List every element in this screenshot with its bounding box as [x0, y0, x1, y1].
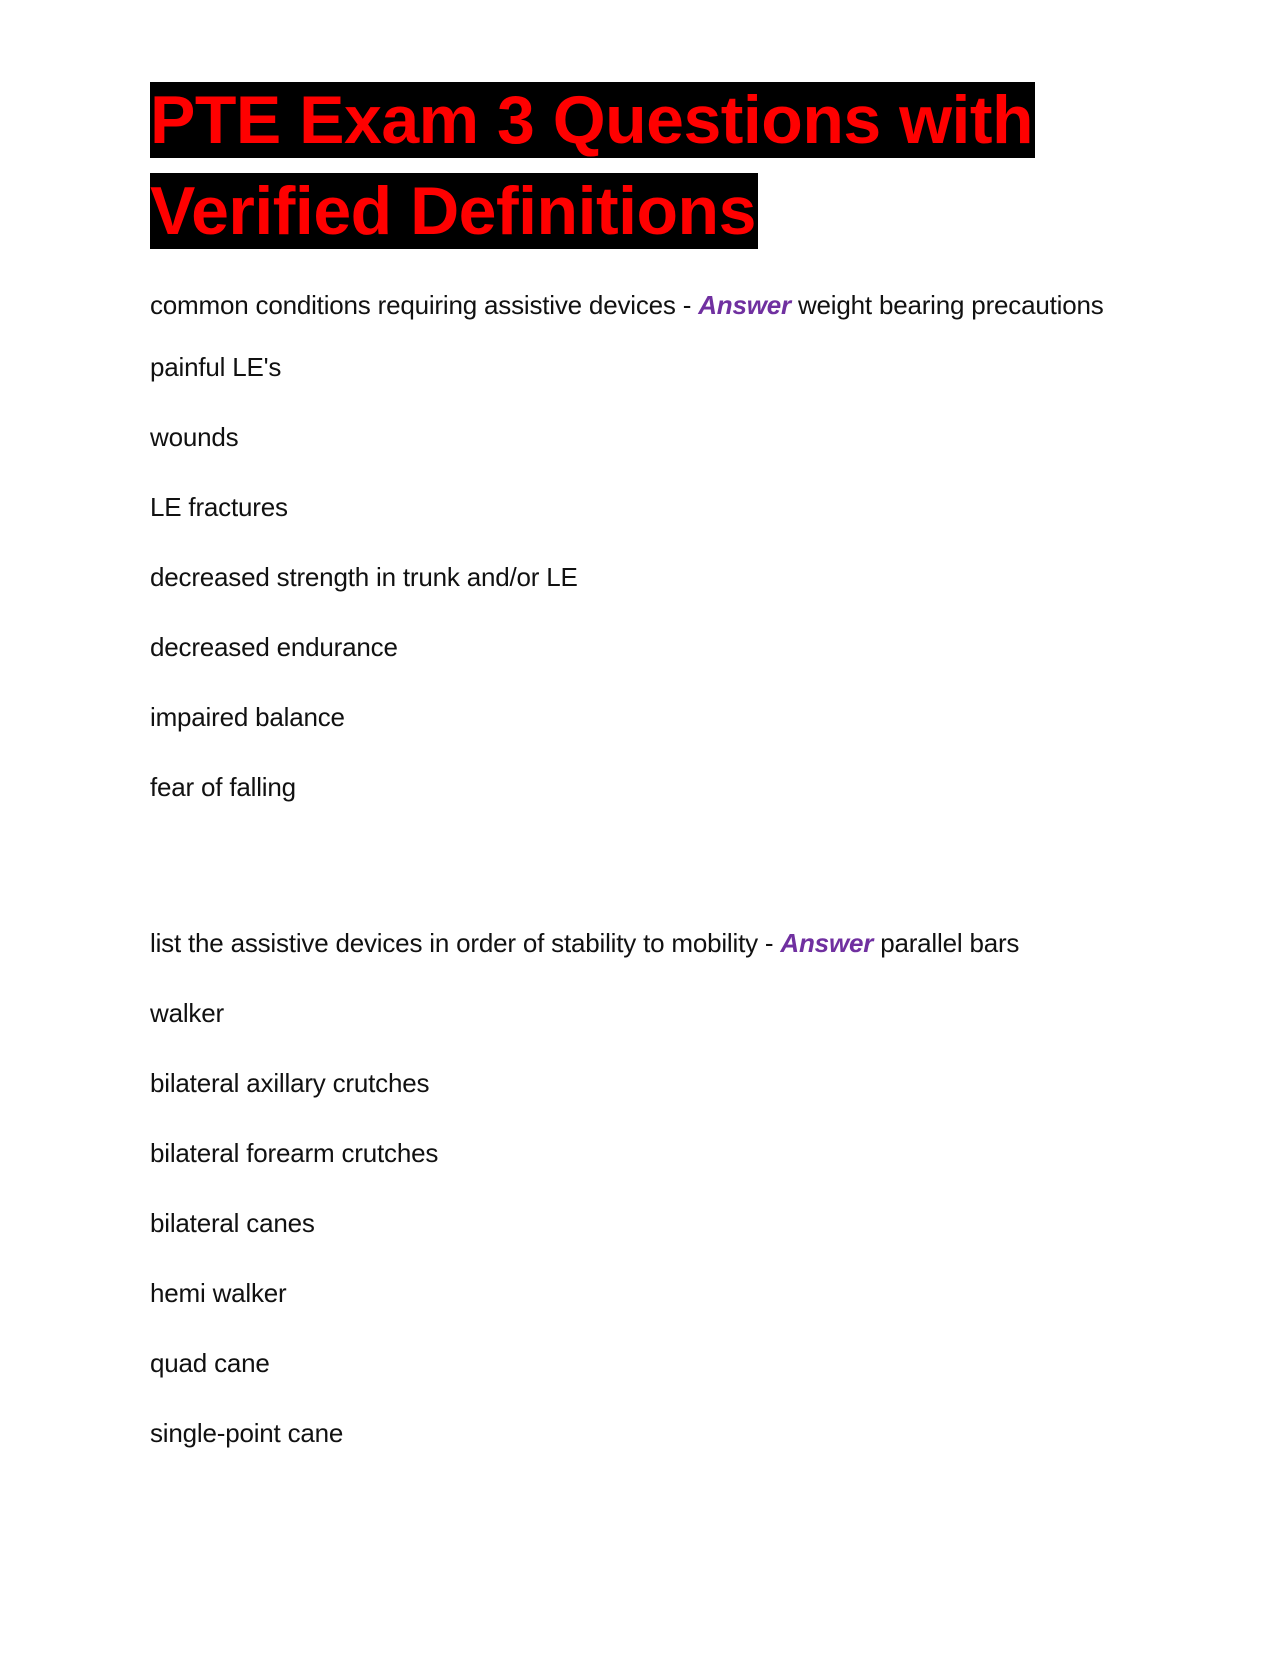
answer-1-item: decreased endurance — [150, 632, 398, 662]
answer-2-item: walker — [150, 998, 224, 1028]
answer-2-first: parallel bars — [880, 928, 1020, 958]
qa-block-1 — [150, 279, 1150, 822]
answer-2-item: single-point cane — [150, 1418, 344, 1448]
document-page — [150, 75, 1150, 1468]
answer-label-2: Answer — [780, 928, 874, 958]
answer-2-item: quad cane — [150, 1348, 270, 1378]
question-1 — [150, 279, 1150, 332]
answer-1-first: weight bearing precautions — [797, 290, 1104, 320]
answer-2-item: hemi walker — [150, 1278, 287, 1308]
answer-1-item: wounds — [150, 422, 239, 452]
question-1-text: common conditions requiring assistive devices - — [150, 290, 699, 320]
document-title-text: PTE Exam 3 Questions with Verified Definitions — [150, 82, 1034, 249]
answer-2-item: bilateral canes — [150, 1208, 315, 1238]
question-2 — [150, 908, 1150, 978]
qa-block-2 — [150, 908, 1150, 1468]
question-2-text: list the assistive devices in order of stability to mobility - — [150, 928, 781, 958]
answer-1-item: impaired balance — [150, 702, 345, 732]
answer-1-item: LE fractures — [150, 492, 288, 522]
document-title — [150, 75, 1150, 257]
answer-label-1: Answer — [698, 290, 791, 320]
answer-2-item: bilateral axillary crutches — [150, 1068, 430, 1098]
answer-1-item: fear of falling — [150, 772, 296, 802]
answer-2-item: bilateral forearm crutches — [150, 1138, 439, 1168]
answer-1-item: decreased strength in trunk and/or LE — [150, 562, 578, 592]
answer-1-item: painful LE's — [150, 352, 282, 382]
